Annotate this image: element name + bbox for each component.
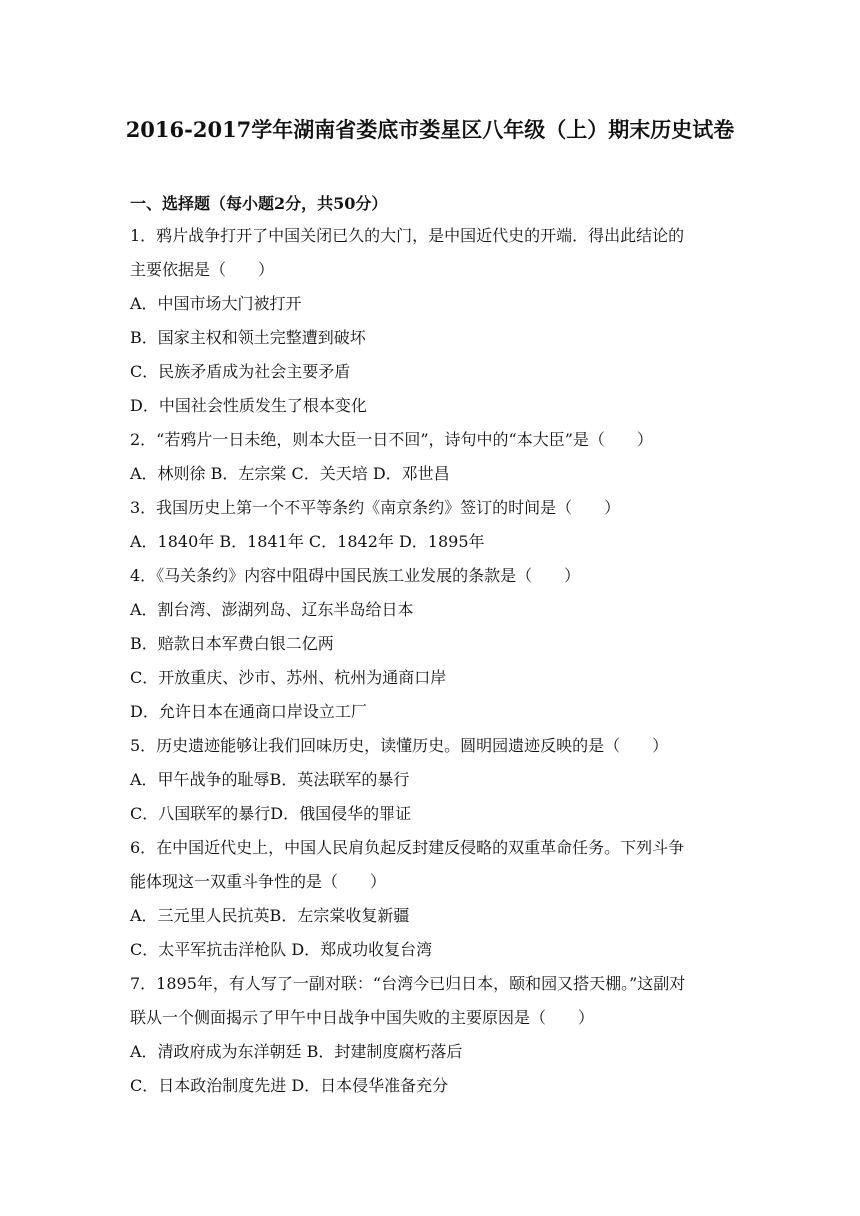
- question-line: 5．历史遗迹能够让我们回味历史，读懂历史。圆明园遗迹反映的是（ ）: [130, 736, 669, 755]
- answer-option: A．1840年 B．1841年 C．1842年 D．1895年: [130, 532, 485, 551]
- answer-option: A．林则徐 B．左宗棠 C．关天培 D．邓世昌: [130, 464, 450, 483]
- question-line: 4．《马关条约》内容中阻碍中国民族工业发展的条款是（ ）: [130, 566, 581, 585]
- exam-title: 2016-2017学年湖南省娄底市娄星区八年级（上）期末历史试卷: [125, 117, 735, 142]
- answer-option: A．清政府成为东洋朝廷 B．封建制度腐朽落后: [130, 1042, 463, 1061]
- answer-option: D．允许日本在通商口岸设立工厂: [130, 702, 367, 721]
- question-line: 主要依据是（ ）: [130, 260, 275, 279]
- answer-option: C．日本政治制度先进 D．日本侵华准备充分: [130, 1076, 449, 1095]
- answer-option: C．八国联军的暴行D．俄国侵华的罪证: [130, 804, 412, 823]
- question-line: 3．我国历史上第一个不平等条约《南京条约》签订的时间是（ ）: [130, 498, 621, 517]
- answer-option: A．三元里人民抗英B．左宗棠收复新疆: [130, 906, 410, 925]
- answer-option: B．赔款日本军费白银二亿两: [130, 634, 334, 653]
- question-line: 1．鸦片战争打开了中国关闭已久的大门，是中国近代史的开端．得出此结论的: [130, 226, 685, 245]
- question-line: 能体现这一双重斗争性的是（ ）: [130, 872, 387, 891]
- answer-option: C．开放重庆、沙市、苏州、杭州为通商口岸: [130, 668, 447, 687]
- answer-option: C．民族矛盾成为社会主要矛盾: [130, 362, 351, 381]
- answer-option: C．太平军抗击洋枪队 D．郑成功收复台湾: [130, 940, 433, 959]
- question-line: 2．“若鸦片一日未绝，则本大臣一日不回”，诗句中的“本大臣”是（ ）: [130, 430, 653, 449]
- section-heading: 一、选择题（每小题2分，共50分）: [130, 194, 388, 213]
- question-line: 6．在中国近代史上，中国人民肩负起反封建反侵略的双重革命任务。下列斗争: [130, 838, 685, 857]
- answer-option: A．甲午战争的耻辱B．英法联军的暴行: [130, 770, 410, 789]
- answer-option: D．中国社会性质发生了根本变化: [130, 396, 367, 415]
- question-line: 联从一个侧面揭示了甲午中日战争中国失败的主要原因是（ ）: [130, 1008, 595, 1027]
- answer-option: A．割台湾、澎湖列岛、辽东半岛给日本: [130, 600, 414, 619]
- answer-option: B．国家主权和领土完整遭到破坏: [130, 328, 366, 347]
- question-line: 7．1895年，有人写了一副对联：“台湾今已归日本，颐和园又搭天棚。”这副对: [130, 974, 686, 993]
- answer-option: A．中国市场大门被打开: [130, 294, 302, 313]
